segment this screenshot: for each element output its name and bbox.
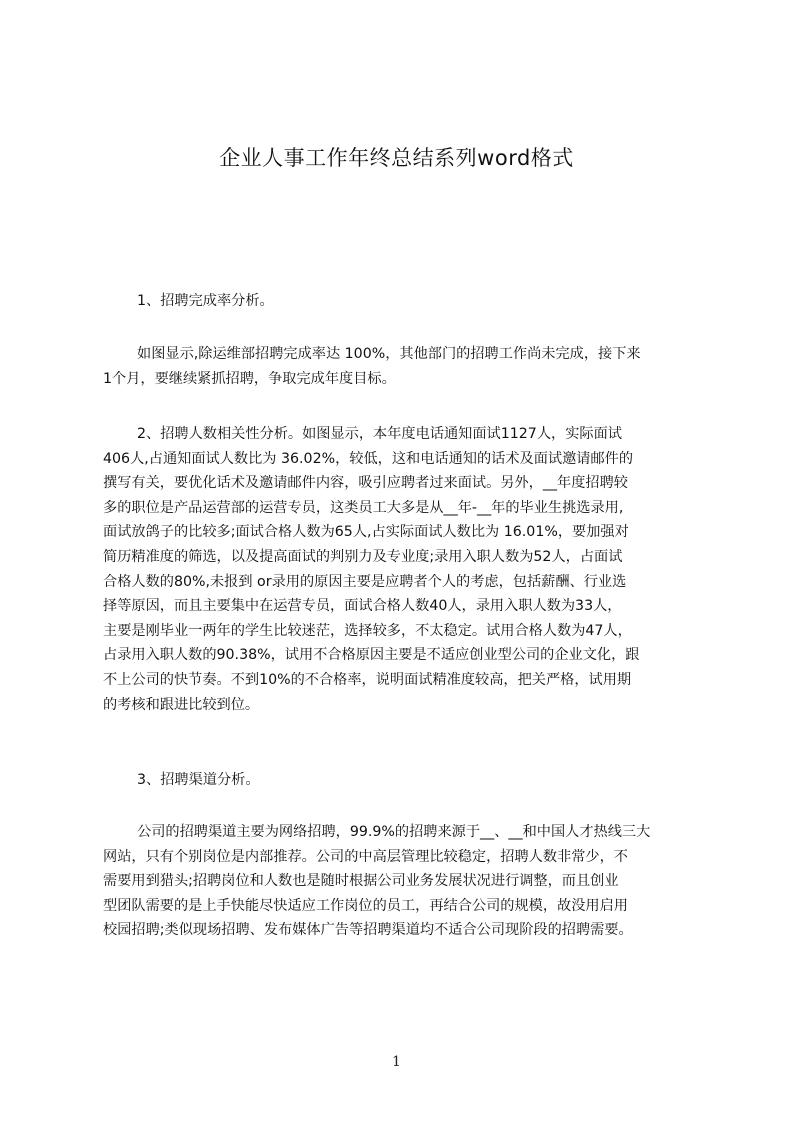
paragraph-line: 公司的招聘渠道主要为网络招聘，99.9%的招聘来源于__、__和中国人才热线三大 (137, 824, 651, 840)
paragraph-line: 撰写有关，要优化话术及邀请邮件内容，吸引应聘者过来面试。另外，__年度招聘较 (103, 475, 628, 492)
paragraph-line: 合格人数的80%,未报到 or录用的原因主要是应聘者个人的考虑，包括薪酬、行业选 (103, 573, 627, 590)
section-1-heading-block (103, 289, 698, 314)
paragraph-line: 2、招聘人数相关性分析。如图显示，本年度电话通知面试1127人，实际面试 (137, 426, 622, 442)
paragraph-line: 1个月，要继续紧抓招聘，争取完成年度目标。 (103, 370, 396, 387)
section-heading: 3、招聘渠道分析。 (137, 772, 260, 788)
paragraph-line: 网站，只有个别岗位是内部推荐。公司的中高层管理比较稳定，招聘人数非常少，不 (103, 848, 628, 865)
paragraph-line: 占录用入职人数的90.38%，试用不合格原因主要是不适应创业型公司的企业文化，跟 (103, 647, 640, 664)
paragraph-line: 简历精准度的筛选，以及提高面试的判别力及专业度;录用入职人数为52人，占面试 (103, 548, 623, 565)
paragraph-line: 主要是刚毕业一两年的学生比较迷茫，选择较多，不太稳定。试用合格人数为47人， (103, 622, 632, 639)
page-number: 1 (392, 1054, 401, 1070)
section-3-heading-block (103, 768, 698, 793)
paragraph-line: 面试放鸽子的比较多;面试合格人数为65人,占实际面试人数比为 16.01%，要加强对 (103, 524, 629, 541)
paragraph-line: 的考核和跟进比较到位。 (103, 696, 260, 713)
paragraph-line: 校园招聘;类似现场招聘、发布媒体广告等招聘渠道均不适合公司现阶段的招聘需要。 (103, 922, 633, 939)
section-2-paragraph (103, 422, 698, 717)
section-heading: 1、招聘完成率分析。 (137, 293, 274, 309)
paragraph-line: 择等原因，而且主要集中在运营专员，面试合格人数40人，录用入职人数为33人， (103, 598, 622, 615)
paragraph-line: 如图显示,除运维部招聘完成率达 100%，其他部门的招聘工作尚未完成，接下来 (137, 346, 641, 362)
document-title: 企业人事工作年终总结系列word格式 (219, 146, 574, 170)
paragraph-line: 型团队需要的是上手快能尽快适应工作岗位的员工，再结合公司的规模，故没用启用 (103, 897, 628, 914)
section-1-paragraph (103, 342, 698, 391)
paragraph-line: 406人,占通知面试人数比为 36.02%，较低，这和电话通知的话术及面试邀请邮件的 (103, 450, 634, 467)
paragraph-line: 需要用到猎头;招聘岗位和人数也是随时根据公司业务发展状况进行调整，而且创业 (103, 873, 619, 890)
paragraph-line: 多的职位是产品运营部的运营专员，这类员工大多是从__年-__年的毕业生挑选录用, (103, 499, 624, 516)
paragraph-line: 不上公司的快节奏。不到10%的不合格率，说明面试精准度较高，把关严格，试用期 (103, 671, 632, 688)
section-3-paragraph (103, 820, 698, 943)
